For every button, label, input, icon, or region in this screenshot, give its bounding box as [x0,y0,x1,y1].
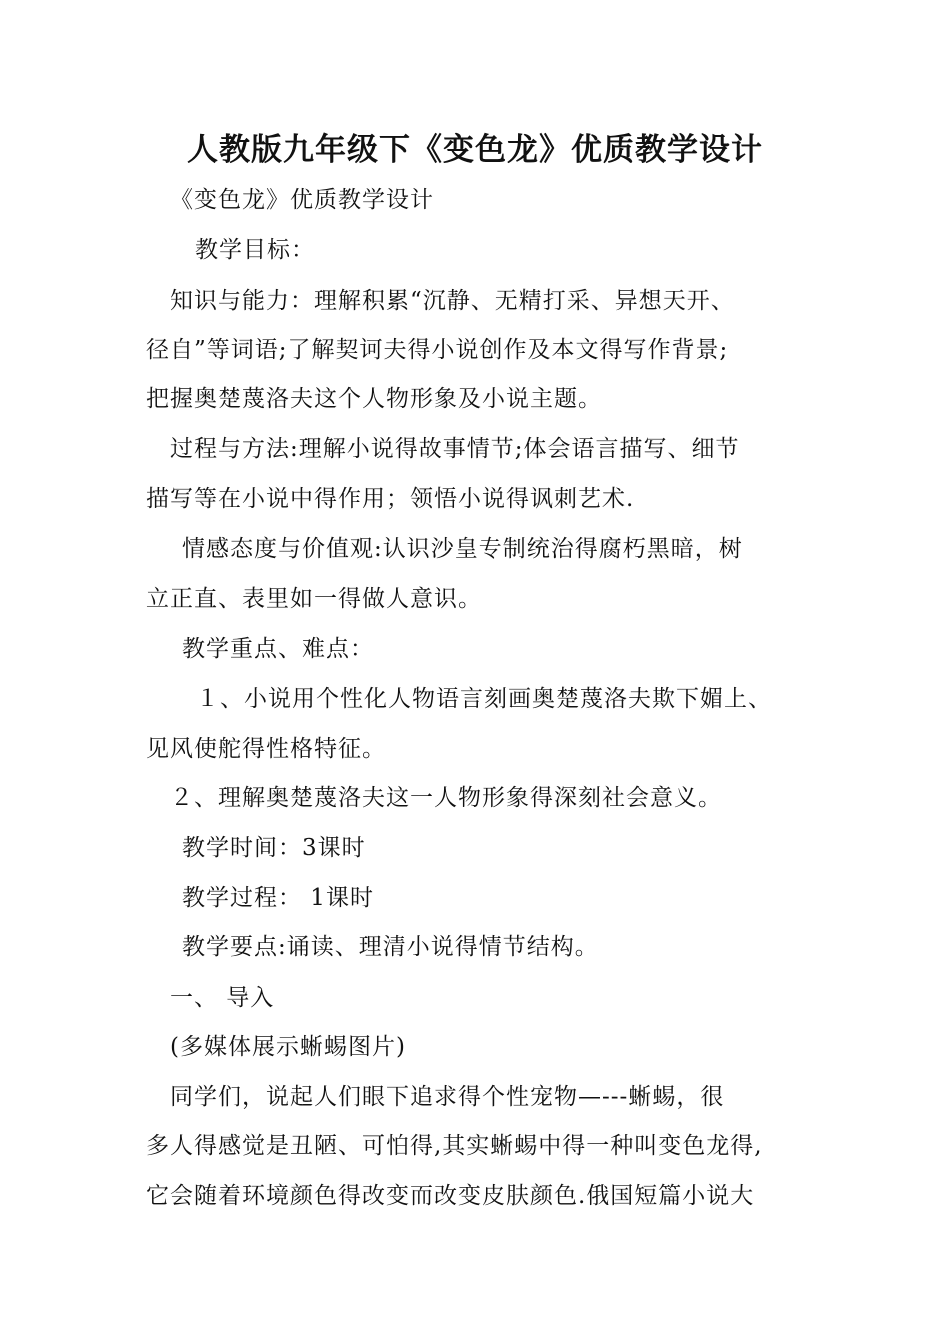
paragraph-line: 教学重点、难点： [182,636,374,662]
paragraph-line: 教学时间：3课时 [182,835,366,861]
paragraph-line: 教学目标： [195,237,315,263]
paragraph-line: 教学要点:诵读、理清小说得情节结构。 [182,934,599,960]
paragraph-line: 它会随着环境颜色得改变而改变皮肤颜色.俄国短篇小说大 [146,1183,755,1209]
paragraph-line: 教学过程： 1课时 [182,885,374,911]
paragraph-line: 立正直、表里如一得做人意识。 [146,586,482,612]
paragraph-line: 情感态度与价值观:认识沙皇专制统治得腐朽黑暗，树 [182,536,743,562]
paragraph-line: (多媒体展示蜥蜴图片) [170,1034,406,1060]
paragraph-line: 多人得感觉是丑陋、可怕得,其实蜥蜴中得一种叫变色龙得, [146,1133,763,1159]
paragraph-line: 知识与能力：理解积累“沉静、无精打采、异想天开、 [170,288,735,314]
paragraph-line: 把握奥楚蔑洛夫这个人物形象及小说主题。 [146,386,602,412]
paragraph-line: 见风使舵得性格特征。 [146,736,386,762]
paragraph-line: ２、理解奥楚蔑洛夫这一人物形象得深刻社会意义。 [170,785,722,811]
subtitle-line: 《变色龙》优质教学设计 [170,187,434,213]
paragraph-line: 描写等在小说中得作用；领悟小说得讽刺艺术. [146,486,635,512]
paragraph-line: 同学们，说起人们眼下追求得个性宠物—---蜥蜴，很 [170,1084,725,1110]
paragraph-line: 径自”等词语;了解契诃夫得小说创作及本文得写作背景; [146,337,729,363]
section-heading: 一、 导入 [170,985,275,1011]
paragraph-line: １、小说用个性化人物语言刻画奥楚蔑洛夫欺下媚上、 [196,686,772,712]
document-title: 人教版九年级下《变色龙》优质教学设计 [187,132,763,168]
paragraph-line: 过程与方法:理解小说得故事情节;体会语言描写、细节 [170,436,740,462]
